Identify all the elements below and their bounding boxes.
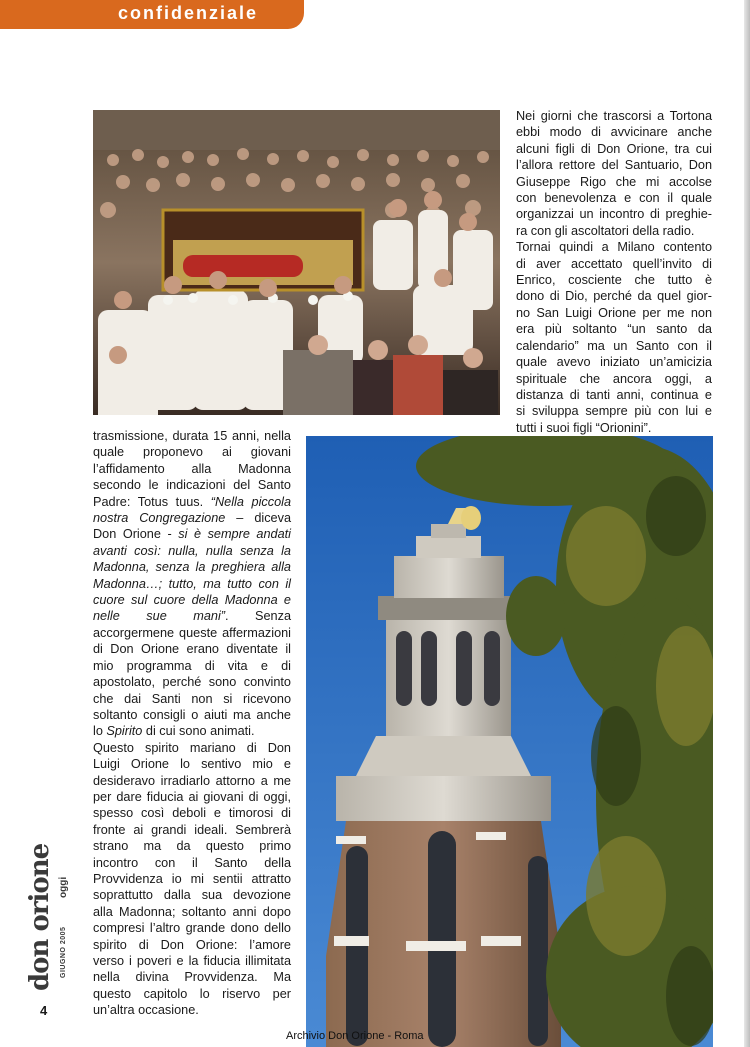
issue-date: GIUGNO 2005 bbox=[60, 926, 67, 978]
text-line: alcuni figli di Don Orione, tra cui bbox=[516, 141, 712, 156]
logo-name: don orione bbox=[25, 843, 55, 991]
section-title: confidenziale bbox=[118, 3, 259, 23]
logo-subtitle: oggi bbox=[58, 876, 69, 898]
text-line: organizzai un incontro di preghie- bbox=[516, 207, 712, 222]
magazine-logo bbox=[25, 843, 70, 991]
text-line: era più soltanto “un santo da bbox=[516, 322, 712, 337]
text-line: quale avevo iniziato un’amicizia bbox=[516, 355, 712, 370]
text-line: Giuseppe Rigo che mi accolse bbox=[516, 174, 712, 189]
text-line: tutti i suoi figli “Orionini”. bbox=[516, 420, 652, 435]
quote-part-b: si è sempre andati avanti così: nulla, nulla senza la Madonna, senza la preghiera alla Madonna…; tutto, ma tutto con il cuore sul cuore della Madonna e nelle sue mani” bbox=[93, 527, 292, 624]
paragraph-1 bbox=[93, 428, 291, 740]
text-line: Enrico, cosciente che tutto è bbox=[516, 273, 712, 288]
text-line: Tornai quindi a Milano contento bbox=[516, 240, 712, 255]
text-line: l’allora rettore del Santuario, Don bbox=[516, 158, 712, 173]
page-edge bbox=[744, 0, 750, 1047]
text-line: calendario” ma un Santo con il bbox=[516, 338, 712, 353]
page-number: 4 bbox=[40, 1003, 48, 1018]
text-line: no San Luigi Orione per me non bbox=[516, 305, 712, 320]
left-column-text bbox=[93, 428, 291, 1019]
text-line: con benevolenza e con il quale bbox=[516, 191, 712, 206]
text-line: dono di Dio, perché da quel gior- bbox=[516, 289, 712, 304]
section-banner bbox=[0, 0, 304, 29]
text-line: Nei giorni che trascorsi a Tortona bbox=[516, 109, 712, 123]
text-line: ebbi modo di avvicinare anche bbox=[516, 125, 712, 140]
crowd-photo bbox=[93, 110, 500, 415]
paragraph-1-start: trasmissione, durata 15 anni, nella quale proponevo ai giovani l’affidamento alla Madonna secondo le indicazioni del Santo Padre: Totus tuus. bbox=[93, 429, 291, 509]
text-line: distanza di tanti anni, continua e bbox=[516, 387, 712, 402]
bell-tower-photo bbox=[306, 436, 713, 1047]
quote-attribution: – diceva Don Orione - bbox=[93, 511, 292, 542]
paragraph-1-rest: . Senza accorgermene queste affermazioni di Don Orione erano diventate il mio programma di vita e di apostolato, perché sono convinto che dai Santi non si ricevono soltanto consigli o aiuti ma anche lo bbox=[93, 609, 291, 739]
text-line: spirituale che ancora oggi, a bbox=[516, 371, 712, 386]
right-column-text bbox=[516, 108, 712, 436]
paragraph-2: Questo spirito mariano di Don Luigi Orione lo sentivo mio e desideravo irradiarlo attorno a me per dare fiducia ai giovani di oggi, spesso così deboli e timorosi di fronte ai grandi ideali. Sembrerà strano ma da questo primo incontro con il Santo della Provvidenza io mi sentii attratto soprattutto dalla sua devozione alla Madonna; soltanto anni dopo compresi l’altro grande dono dello spirito di Don Orione: l’amore verso i poveri e la fiducia illimitata nella divina Provvidenza. Ma questo capitolo lo riservo per un’altra occasione. bbox=[93, 740, 291, 1018]
text-line: ra con gli ascoltatori della radio. bbox=[516, 223, 695, 238]
text-line: si sviluppa sempre più con lui e bbox=[516, 404, 712, 419]
text-line: di aver accettato quell’invito di bbox=[516, 256, 712, 271]
paragraph-1-end: di cui sono animati. bbox=[142, 724, 255, 739]
spirito-word: Spirito bbox=[106, 724, 143, 739]
archive-footer: Archivio Don Orione - Roma bbox=[286, 1030, 424, 1042]
quote-part-a: “Nella piccola nostra Congregazione bbox=[93, 494, 292, 526]
